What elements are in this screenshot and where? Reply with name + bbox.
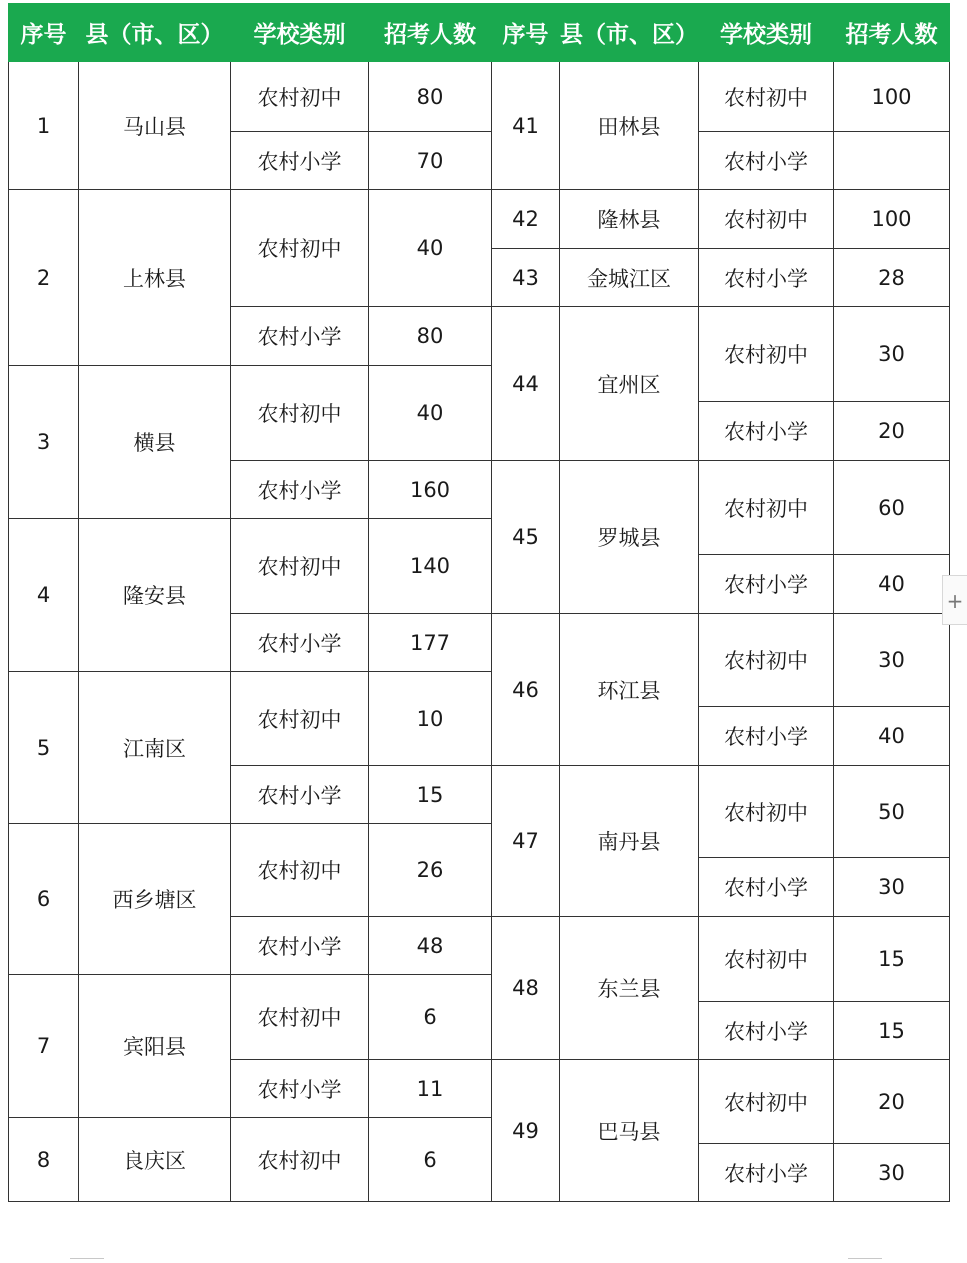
- school-type: 农村小学: [699, 249, 834, 307]
- header-county-left: 县（市、区）: [79, 4, 231, 62]
- school-type: 农村初中: [231, 519, 369, 614]
- county-name: 宜州区: [560, 307, 699, 461]
- row-no: 8: [9, 1118, 79, 1202]
- row-no: 1: [9, 62, 79, 190]
- school-type: 农村小学: [699, 858, 834, 917]
- county-name: 马山县: [79, 62, 231, 190]
- recruit-count: 28: [834, 249, 950, 307]
- recruit-count: 50: [834, 766, 950, 858]
- school-type: 农村初中: [699, 461, 834, 555]
- recruit-count: 20: [834, 1060, 950, 1144]
- school-type: 农村小学: [231, 614, 369, 672]
- plus-icon[interactable]: +: [942, 575, 967, 625]
- school-type: 农村初中: [231, 824, 369, 917]
- school-type: 农村小学: [699, 402, 834, 461]
- header-no-left: 序号: [9, 4, 79, 62]
- school-type: 农村初中: [699, 1060, 834, 1144]
- recruit-count: 10: [369, 672, 492, 766]
- recruit-count: 100: [834, 62, 950, 132]
- county-name: 横县: [79, 366, 231, 519]
- page-corner-mark-left: [70, 1258, 104, 1261]
- recruit-count: 140: [369, 519, 492, 614]
- recruit-count: 26: [369, 824, 492, 917]
- school-type: 农村小学: [699, 555, 834, 614]
- county-name: 隆安县: [79, 519, 231, 672]
- recruit-count: 70: [369, 132, 492, 190]
- county-name: 罗城县: [560, 461, 699, 614]
- recruit-count: 60: [834, 461, 950, 555]
- county-name: 江南区: [79, 672, 231, 824]
- row-no: 48: [492, 917, 560, 1060]
- school-type: 农村小学: [699, 132, 834, 190]
- recruit-count: 80: [369, 307, 492, 366]
- recruit-count: 30: [834, 307, 950, 402]
- school-type: 农村初中: [231, 975, 369, 1060]
- school-type: 农村小学: [231, 461, 369, 519]
- county-name: 田林县: [560, 62, 699, 190]
- school-type: 农村小学: [231, 766, 369, 824]
- header-count-left: 招考人数: [369, 4, 492, 62]
- table-row: [9, 190, 950, 249]
- table-row: [9, 62, 950, 132]
- recruit-count: 160: [369, 461, 492, 519]
- recruit-count: [834, 132, 950, 190]
- row-no: 4: [9, 519, 79, 672]
- row-no: 5: [9, 672, 79, 824]
- county-name: 环江县: [560, 614, 699, 766]
- row-no: 46: [492, 614, 560, 766]
- recruitment-table: [8, 3, 950, 1202]
- school-type: 农村初中: [231, 366, 369, 461]
- recruit-count: 20: [834, 402, 950, 461]
- row-no: 43: [492, 249, 560, 307]
- recruit-count: 40: [369, 190, 492, 307]
- recruit-count: 15: [369, 766, 492, 824]
- school-type: 农村初中: [699, 190, 834, 249]
- header-no-right: 序号: [492, 4, 560, 62]
- county-name: 南丹县: [560, 766, 699, 917]
- row-no: 49: [492, 1060, 560, 1202]
- school-type: 农村初中: [231, 190, 369, 307]
- recruit-count: 6: [369, 1118, 492, 1202]
- school-type: 农村小学: [699, 1002, 834, 1060]
- school-type: 农村初中: [231, 672, 369, 766]
- school-type: 农村初中: [231, 62, 369, 132]
- school-type: 农村初中: [699, 614, 834, 707]
- school-type: 农村小学: [231, 132, 369, 190]
- recruit-count: 30: [834, 1144, 950, 1202]
- row-no: 7: [9, 975, 79, 1118]
- recruit-count: 30: [834, 858, 950, 917]
- row-no: 44: [492, 307, 560, 461]
- recruit-count: 6: [369, 975, 492, 1060]
- header-row: [9, 4, 950, 62]
- recruit-count: 48: [369, 917, 492, 975]
- row-no: 3: [9, 366, 79, 519]
- county-name: 巴马县: [560, 1060, 699, 1202]
- recruit-count: 177: [369, 614, 492, 672]
- recruit-count: 40: [834, 707, 950, 766]
- row-no: 6: [9, 824, 79, 975]
- recruit-count: 15: [834, 1002, 950, 1060]
- school-type: 农村初中: [699, 307, 834, 402]
- county-name: 隆林县: [560, 190, 699, 249]
- school-type: 农村初中: [699, 62, 834, 132]
- recruit-count: 11: [369, 1060, 492, 1118]
- recruitment-table-wrapper: [8, 3, 950, 1202]
- school-type: 农村初中: [699, 766, 834, 858]
- recruit-count: 30: [834, 614, 950, 707]
- county-name: 西乡塘区: [79, 824, 231, 975]
- county-name: 上林县: [79, 190, 231, 366]
- recruit-count: 80: [369, 62, 492, 132]
- row-no: 42: [492, 190, 560, 249]
- recruit-count: 15: [834, 917, 950, 1002]
- county-name: 东兰县: [560, 917, 699, 1060]
- recruit-count: 40: [834, 555, 950, 614]
- recruit-count: 100: [834, 190, 950, 249]
- header-school-type-right: 学校类别: [699, 4, 834, 62]
- school-type: 农村初中: [231, 1118, 369, 1202]
- county-name: 宾阳县: [79, 975, 231, 1118]
- school-type: 农村小学: [231, 1060, 369, 1118]
- school-type: 农村小学: [699, 707, 834, 766]
- header-count-right: 招考人数: [834, 4, 950, 62]
- row-no: 47: [492, 766, 560, 917]
- county-name: 良庆区: [79, 1118, 231, 1202]
- header-school-type-left: 学校类别: [231, 4, 369, 62]
- row-no: 2: [9, 190, 79, 366]
- row-no: 45: [492, 461, 560, 614]
- header-county-right: 县（市、区）: [560, 4, 699, 62]
- row-no: 41: [492, 62, 560, 190]
- school-type: 农村初中: [699, 917, 834, 1002]
- county-name: 金城江区: [560, 249, 699, 307]
- page-corner-mark-right: [848, 1258, 882, 1261]
- school-type: 农村小学: [231, 917, 369, 975]
- school-type: 农村小学: [699, 1144, 834, 1202]
- school-type: 农村小学: [231, 307, 369, 366]
- recruit-count: 40: [369, 366, 492, 461]
